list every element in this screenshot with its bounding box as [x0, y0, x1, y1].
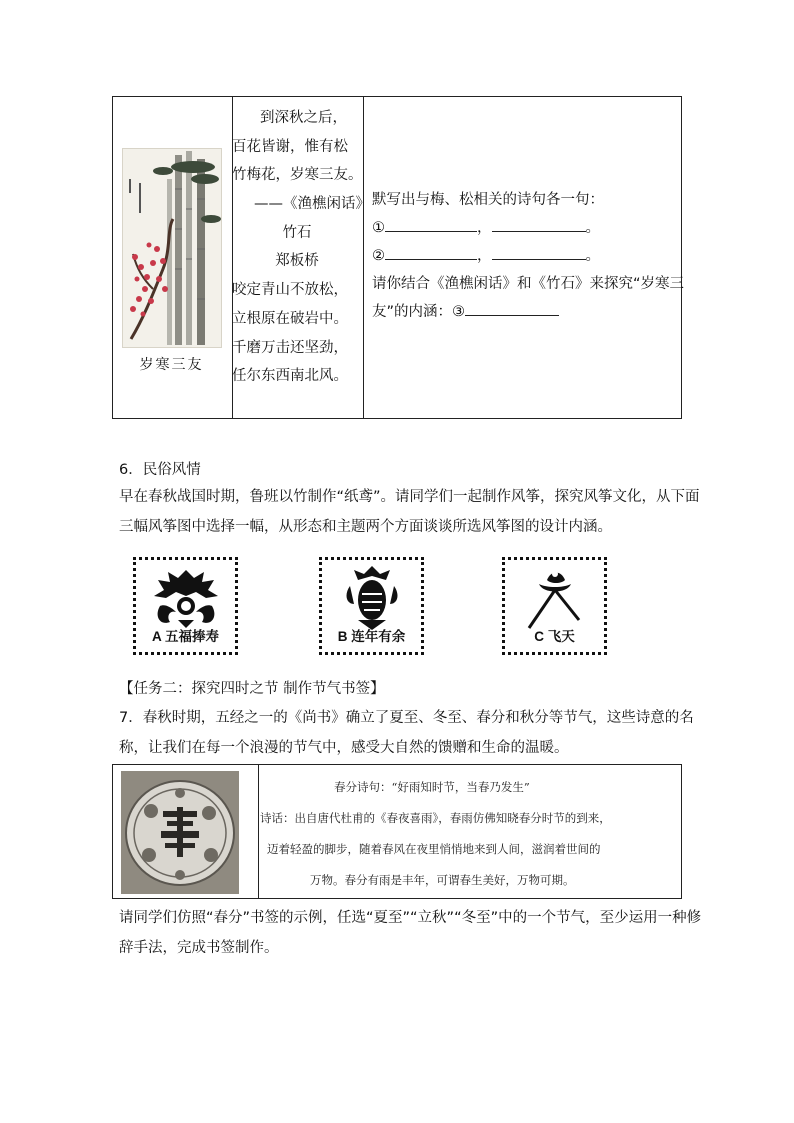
flying-apsara-kite-icon	[521, 564, 589, 634]
paragraph-line: 辞手法，完成书签制作。	[119, 940, 279, 956]
answer-blank[interactable]	[465, 301, 559, 316]
section-6-paragraph	[119, 482, 700, 542]
poem-line: 百花皆谢，惟有松	[232, 138, 348, 155]
bookmark-seal-image	[121, 771, 239, 894]
task-2-heading: 【任务二：探究四时之节 制作节气书签】	[119, 681, 385, 697]
explore-text: 友”的内涵：	[372, 304, 453, 320]
period: 。	[585, 248, 600, 264]
poem-line: 竹梅花，岁寒三友。	[232, 167, 363, 184]
kite-label: B 连年有余	[337, 629, 406, 644]
section-7-paragraph	[119, 703, 694, 763]
paragraph-line: 三幅风筝图中选择一幅，从形态和主题两个方面谈谈所选风筝图的设计内涵。	[119, 519, 612, 535]
section-6-heading: 6．民俗风情	[119, 462, 201, 478]
poem-line: 任尔东西南北风。	[232, 368, 348, 385]
poem-title: 竹石	[282, 224, 312, 241]
paragraph-line: 请同学们仿照“春分”书签的示例，任选“夏至”“立秋”“冬至”中的一个节气，至少运用一种修	[119, 910, 702, 926]
paragraph-line: 早在春秋战国时期，鲁班以竹制作“纸鸢”。请同学们一起制作风筝，探究风筝文化，从下面	[119, 489, 700, 505]
painting-caption: 岁寒三友	[139, 357, 204, 373]
poem-line: 千磨万击还坚劲，	[232, 339, 348, 356]
question-column	[372, 186, 685, 326]
poem-column	[232, 104, 370, 391]
circle-number-3: ③	[452, 304, 466, 320]
poem-line: 到深秋之后，	[260, 110, 347, 126]
bookmark-text	[258, 772, 678, 896]
circle-number-1: ①	[372, 220, 385, 236]
answer-blank[interactable]	[492, 217, 586, 232]
kite-label: A 五福捧寿	[152, 629, 219, 644]
bat-kite-icon	[150, 566, 222, 632]
kite-option-b[interactable]	[319, 557, 424, 655]
bookmark-line: 迈着轻盈的脚步，随着春风在夜里悄悄地来到人间，滋润着世间的	[267, 842, 601, 856]
kite-option-c[interactable]	[502, 557, 607, 655]
paragraph-line: 7．春秋时期，五经之一的《尚书》确立了夏至、冬至、春分和秋分等节气，这些诗意的名	[119, 710, 694, 726]
answer-line-1	[372, 214, 672, 242]
answer-blank[interactable]	[492, 245, 586, 260]
answer-line-2	[372, 242, 672, 270]
paragraph-line: 称，让我们在每一个浪漫的节气中，感受大自然的馈赠和生命的温暖。	[119, 740, 569, 756]
explore-question-cont	[372, 298, 672, 326]
poem-source: ——《渔樵闲话》	[254, 196, 370, 213]
bookmark-line: 万物。春分有雨是丰年，可谓春生美好，万物可期。	[310, 873, 575, 887]
bamboo-plum-pine-illustration	[123, 149, 221, 347]
kite-label: C 飞天	[534, 629, 575, 644]
bookmark-line: 诗话：出自唐代杜甫的《春夜喜雨》，春雨仿佛知晓春分时节的到来，	[260, 811, 611, 825]
seal-illustration	[121, 771, 239, 894]
question-intro: 默写出与梅、松相关的诗句各一句：	[372, 192, 604, 208]
comma: ，	[477, 248, 492, 264]
poem-author: 郑板桥	[275, 253, 319, 270]
poem-line: 立根原在破岩中。	[232, 310, 348, 327]
painting-three-friends-of-winter	[122, 148, 222, 348]
comma: ，	[477, 220, 492, 236]
poem-line: 咬定青山不放松，	[232, 282, 348, 299]
bookmark-title: 春分诗句：“好雨知时节，当春乃发生”	[334, 780, 530, 794]
kite-option-a[interactable]	[133, 557, 238, 655]
explore-question: 请你结合《渔樵闲话》和《竹石》来探究“岁寒三	[372, 276, 685, 292]
period: 。	[585, 220, 600, 236]
answer-blank[interactable]	[385, 245, 477, 260]
answer-blank[interactable]	[385, 217, 477, 232]
table-divider	[363, 97, 364, 418]
circle-number-2: ②	[372, 248, 385, 264]
section-7-instruction	[119, 903, 701, 963]
fish-kite-icon	[342, 564, 402, 632]
